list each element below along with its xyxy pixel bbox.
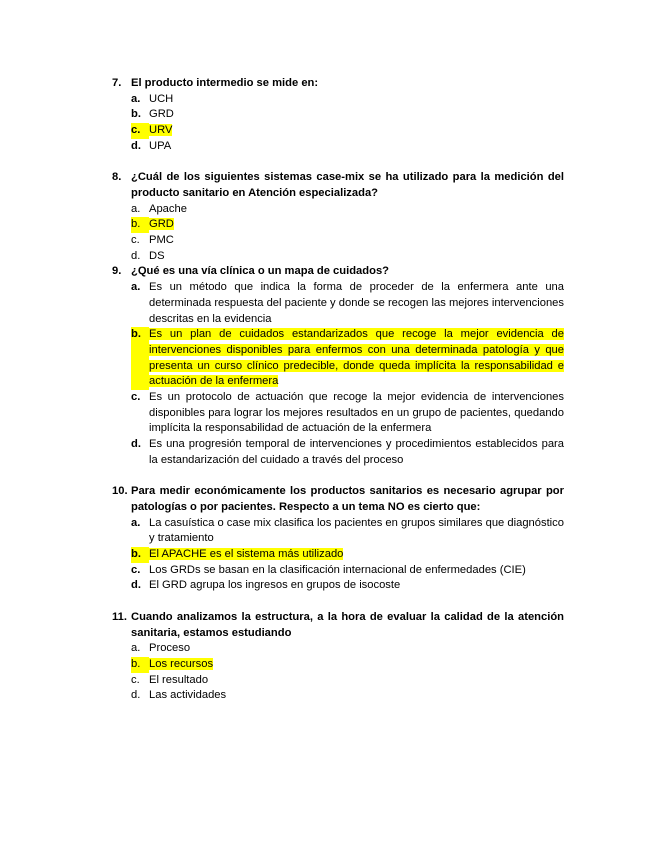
option-letter: b.	[131, 657, 149, 673]
option-letter: a.	[131, 202, 141, 215]
option-letter: c.	[131, 234, 140, 247]
spacer	[112, 155, 564, 171]
question-header	[112, 170, 564, 201]
option-a	[112, 641, 564, 657]
question-header	[112, 264, 564, 280]
option-a	[112, 516, 564, 547]
option-list	[112, 641, 564, 704]
option-letter: b.	[131, 547, 149, 563]
option-list	[112, 280, 564, 468]
option-letter: c.	[131, 123, 149, 139]
option-list	[112, 202, 564, 265]
option-letter: d.	[131, 579, 141, 592]
question-text: El producto intermedio se mide en:	[131, 77, 319, 89]
option-letter: d.	[131, 438, 141, 451]
document-page	[112, 76, 564, 704]
spacer	[112, 594, 564, 610]
option-letter: a.	[131, 642, 141, 655]
option-text: Los GRDs se basan en la clasificación internacional de enfermedades (CIE)	[149, 563, 526, 576]
question-text: ¿Qué es una vía clínica o un mapa de cuidados?	[131, 265, 390, 278]
question-number: 11.	[112, 610, 127, 623]
option-list	[112, 516, 564, 595]
question-8	[112, 170, 564, 264]
option-letter: d.	[131, 139, 141, 152]
option-letter: c.	[131, 563, 141, 576]
question-number: 9.	[112, 265, 122, 278]
question-header	[112, 610, 564, 641]
option-text: DS	[149, 249, 165, 262]
option-c	[112, 673, 564, 689]
option-letter: b.	[131, 217, 149, 233]
option-b-highlighted	[112, 327, 564, 390]
option-letter: a.	[131, 92, 141, 105]
option-text: Los recursos	[149, 657, 214, 670]
question-text: Para medir económicamente los productos sanitarios es necesario agrupar por patologías o por pacientes. Respecto a un tema NO es cierto que:	[131, 485, 564, 513]
option-text: URV	[149, 124, 173, 137]
option-c	[112, 233, 564, 249]
option-text: GRD	[149, 218, 174, 231]
option-c-highlighted	[112, 123, 564, 139]
option-text: Es un método que indica la forma de proceder de la enfermera ante una determinada respuesta del paciente y donde se recogen las mejores intervenciones descritas en la evidencia	[149, 281, 564, 325]
option-text: El GRD agrupa los ingresos en grupos de isocoste	[149, 579, 401, 592]
option-letter: c.	[131, 673, 140, 686]
question-number: 7.	[112, 77, 122, 89]
question-text: ¿Cuál de los siguientes sistemas case-mix se ha utilizado para la medición del producto sanitario en Atención especializada?	[131, 171, 564, 199]
option-text: Las actividades	[149, 689, 227, 702]
option-text: UCH	[149, 92, 174, 105]
option-text: UPA	[149, 139, 172, 152]
option-d	[112, 437, 564, 468]
option-b	[112, 107, 564, 123]
option-d	[112, 249, 564, 265]
option-d	[112, 688, 564, 704]
option-letter: c.	[131, 391, 141, 404]
option-a	[112, 92, 564, 108]
option-d	[112, 139, 564, 155]
option-text: La casuística o case mix clasifica los pacientes en grupos similares que diagnóstico y tratamiento	[149, 516, 564, 545]
option-b-highlighted	[112, 217, 564, 233]
question-text: Cuando analizamos la estructura, a la hora de evaluar la calidad de la atención sanitaria, estamos estudiando	[131, 610, 564, 639]
question-7	[112, 76, 564, 155]
option-letter: a.	[131, 516, 141, 529]
option-letter: b.	[131, 108, 141, 121]
question-9	[112, 264, 564, 468]
option-a	[112, 202, 564, 218]
option-c	[112, 563, 564, 579]
option-text: El resultado	[149, 673, 209, 686]
option-text: Es una progresión temporal de intervenciones y procedimientos establecidos para la estandarización del cuidado a través del proceso	[149, 438, 564, 466]
option-list	[112, 92, 564, 155]
option-letter: b.	[131, 327, 149, 390]
question-header	[112, 484, 564, 515]
option-d	[112, 578, 564, 594]
option-c	[112, 390, 564, 437]
option-text: Es un plan de cuidados estandarizados que recoge la mejor evidencia de intervenciones disponibles para enfermos con una determinada patología y que presenta un curso clínico predecible, donde queda implícita la responsabilidad e actuación de la enfermera	[149, 328, 564, 388]
question-header	[112, 76, 564, 92]
option-text: PMC	[149, 234, 174, 247]
question-number: 8.	[112, 171, 122, 184]
option-letter: d.	[131, 689, 141, 702]
option-b-highlighted	[112, 547, 564, 563]
option-text: GRD	[149, 108, 174, 121]
question-11	[112, 610, 564, 704]
option-text: Es un protocolo de actuación que recoge la mejor evidencia de intervenciones disponibles para lograr los mejores resultados en un grupo de pacientes, quedando implícita la responsabilidad de actuación de la enfermera	[149, 391, 564, 435]
option-a	[112, 280, 564, 327]
spacer	[112, 469, 564, 485]
option-text: Proceso	[149, 642, 191, 655]
question-number: 10.	[112, 485, 128, 498]
question-10	[112, 484, 564, 594]
option-text: El APACHE es el sistema más utilizado	[149, 548, 344, 561]
option-letter: a.	[131, 281, 141, 294]
option-text: Apache	[149, 202, 187, 215]
option-b-highlighted	[112, 657, 564, 673]
option-letter: d.	[131, 249, 141, 262]
